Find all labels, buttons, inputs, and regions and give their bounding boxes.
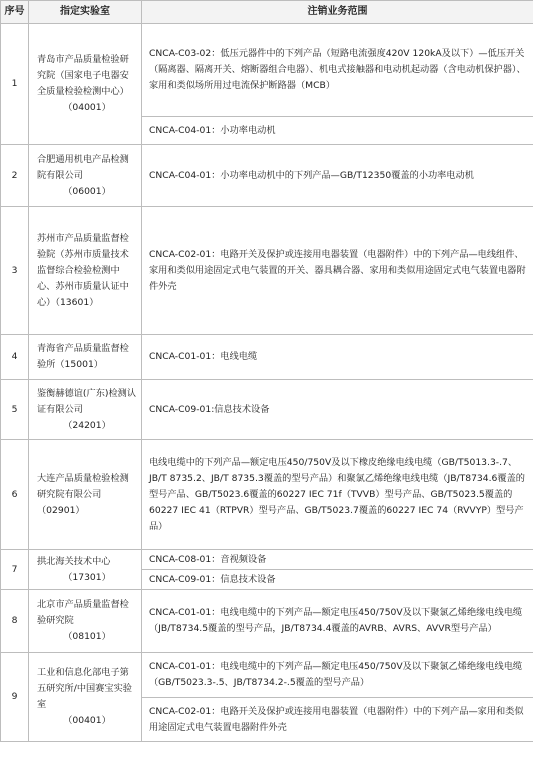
row-index: 7 bbox=[1, 550, 29, 590]
lab-name bbox=[29, 207, 142, 335]
lab-name bbox=[29, 550, 142, 590]
lab-name bbox=[29, 24, 142, 145]
lab-name bbox=[29, 653, 142, 742]
table-row bbox=[1, 590, 533, 653]
lab-name bbox=[29, 145, 142, 207]
lab-title: 青岛市产品质量检验研究院（国家电子电器安全质量检验检测中心） bbox=[37, 54, 129, 97]
table-row bbox=[1, 380, 533, 440]
lab-code: （08101） bbox=[63, 631, 111, 642]
header-scope: 注销业务范围 bbox=[142, 1, 533, 24]
lab-title: 苏州市产品质量监督检验院（苏州市质量技术监督综合检验检测中心、苏州市质量认证中心） bbox=[37, 232, 129, 308]
lab-title: 合肥通用机电产品检测院有限公司 bbox=[37, 153, 129, 181]
lab-name bbox=[29, 440, 142, 550]
lab-code: （04001） bbox=[63, 102, 111, 113]
scope-cell: CNCA-C01-01：电线电缆中的下列产品—额定电压450/750V及以下聚氯乙烯绝缘电线电缆（JB/T8734.5覆盖的型号产品，JB/T8734.4覆盖的AVRB、AVRS、AVVR型号产品） bbox=[142, 590, 533, 653]
header-lab: 指定实验室 bbox=[29, 1, 142, 24]
lab-title: 工业和信息化部电子第五研究所/中国赛宝实验室 bbox=[37, 667, 132, 710]
table-row bbox=[1, 550, 533, 570]
lab-title: 青海省产品质量监督检验所 bbox=[37, 343, 129, 370]
row-index: 9 bbox=[1, 653, 29, 742]
row-index: 2 bbox=[1, 145, 29, 207]
table-row bbox=[1, 145, 533, 207]
lab-code: （06001） bbox=[63, 185, 111, 197]
scope-cell: CNCA-C03-02：低压元器件中的下列产品（短路电流强度420V 120kA及以下）—低压开关（隔离器、隔离开关、熔断器组合电器）、机电式接触器和电动机起动器（含电动机保护器）、家用和类似场所用过电流保护断路器（MCB） bbox=[142, 24, 533, 117]
row-index: 6 bbox=[1, 440, 29, 550]
table-row bbox=[1, 335, 533, 380]
scope-cell: CNCA-C01-01：电线电缆 bbox=[142, 335, 533, 380]
lab-code: （00401） bbox=[63, 715, 111, 726]
scope-cell: CNCA-C04-01：小功率电动机 bbox=[142, 117, 533, 145]
lab-code: （02901） bbox=[37, 504, 85, 516]
table-row bbox=[1, 653, 533, 698]
lab-code: （24201） bbox=[63, 419, 111, 431]
row-index: 3 bbox=[1, 207, 29, 335]
row-index: 8 bbox=[1, 590, 29, 653]
lab-title: 鉴衡赫德谊(广东)检测认证有限公司 bbox=[37, 387, 137, 415]
lab-title: 大连产品质量检验检测研究院有限公司 bbox=[37, 472, 129, 500]
lab-code: （15001） bbox=[55, 359, 103, 370]
scope-cell: CNCA-C01-01：电线电缆中的下列产品—额定电压450/750V及以下聚氯乙烯绝缘电线电缆（GB/T5023.3-.5、JB/T8734.2-.5覆盖的型号产品） bbox=[142, 653, 533, 698]
lab-title: 北京市产品质量监督检验研究院 bbox=[37, 599, 129, 626]
row-index: 1 bbox=[1, 24, 29, 145]
lab-code: （17301） bbox=[63, 571, 111, 583]
lab-name bbox=[29, 380, 142, 440]
table-row bbox=[1, 207, 533, 335]
table-row bbox=[1, 24, 533, 117]
row-index: 4 bbox=[1, 335, 29, 380]
scope-cell: CNCA-C04-01：小功率电动机中的下列产品—GB/T12350覆盖的小功率电动机 bbox=[142, 145, 533, 207]
row-index: 5 bbox=[1, 380, 29, 440]
table-row bbox=[1, 440, 533, 550]
lab-name bbox=[29, 335, 142, 380]
scope-cell: CNCA-C02-01：电路开关及保护或连接用电器装置（电器附件）中的下列产品—家用和类似用途固定式电气装置电器附件外壳 bbox=[142, 698, 533, 742]
table-header bbox=[1, 1, 533, 24]
scope-cell: CNCA-C02-01：电路开关及保护或连接用电器装置（电器附件）中的下列产品—电线组件、家用和类似用途固定式电气装置的开关、器具耦合器、家用和类似用途固定式电气装置电器附件外壳 bbox=[142, 207, 533, 335]
lab-code: （13601） bbox=[55, 296, 99, 308]
lab-title: 拱北海关技术中心 bbox=[37, 555, 111, 567]
scope-cell: CNCA-C09-01:信息技术设备 bbox=[142, 380, 533, 440]
scope-cell: CNCA-C08-01：音视频设备 bbox=[142, 550, 533, 570]
lab-name bbox=[29, 590, 142, 653]
scope-cell: CNCA-C09-01：信息技术设备 bbox=[142, 570, 533, 590]
header-index: 序号 bbox=[1, 1, 29, 24]
scope-cell: 电线电缆中的下列产品—额定电压450/750V及以下橡皮绝缘电线电缆（GB/T5013.3-.7、JB/T 8735.2、JB/T 8735.3覆盖的型号产品）和聚氯乙烯绝缘电线电缆（JB/T8734.6覆盖的型号产品、GB/T5023.6覆盖的60227 IEC 71f（TVVB）型号产品、GB/T5023.5覆盖的60227 IEC 41（RTPVR）型号产品、GB/T5023.7覆盖的60227 IEC 74（RVVYP）型号产品） bbox=[142, 440, 533, 550]
